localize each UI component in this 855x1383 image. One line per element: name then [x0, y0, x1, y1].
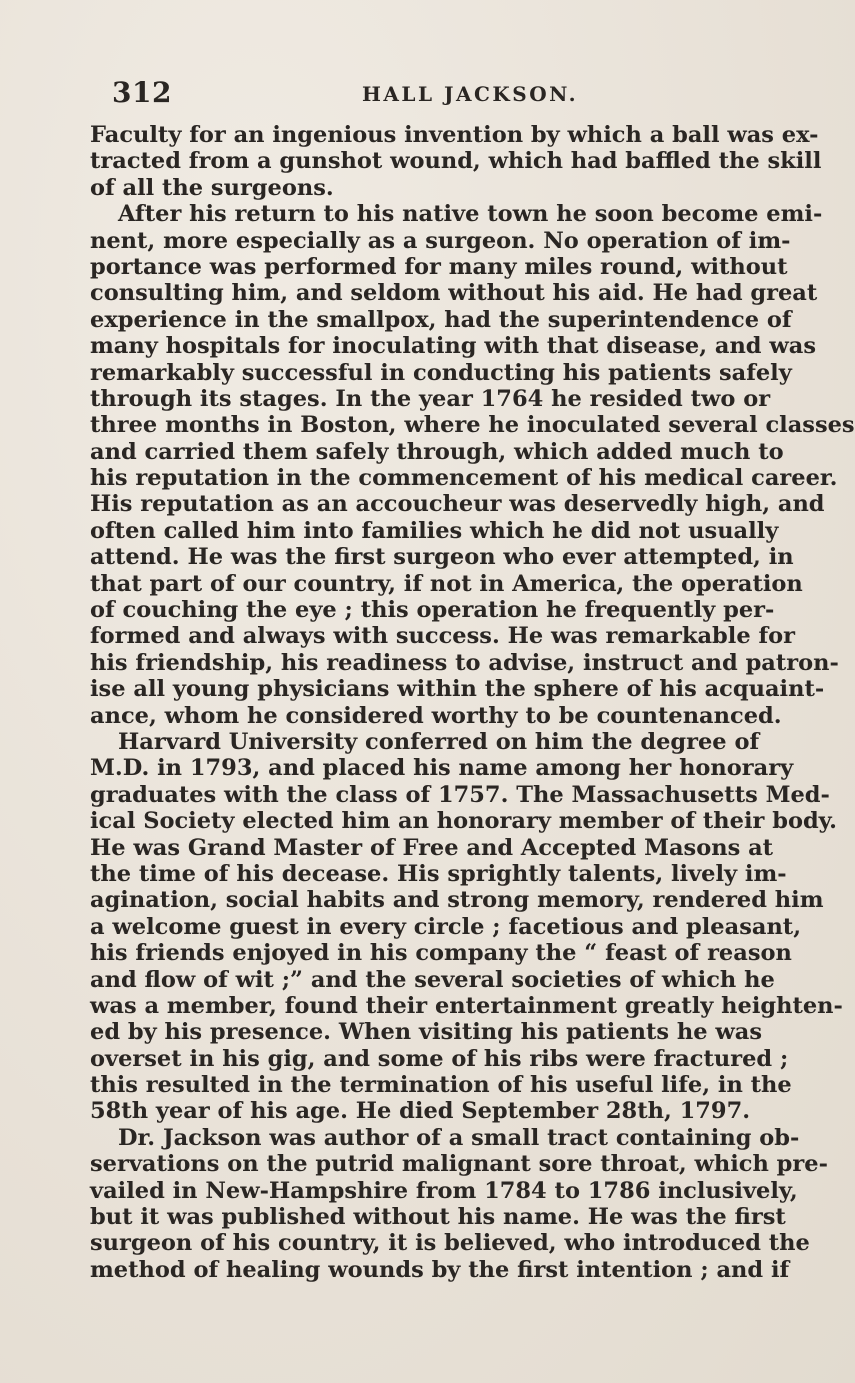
text-line: 58th year of his age. He died September 28th, 1797. — [90, 1098, 751, 1125]
text-line: his reputation in the commencement of his medical career. — [90, 465, 838, 492]
text-line: formed and always with success. He was remarkable for — [90, 623, 796, 650]
text-line: overset in his gig, and some of his ribs were fractured ; — [90, 1045, 789, 1072]
text-line: method of healing wounds by the first intention ; and if — [90, 1256, 790, 1283]
text-line: but it was published without his name. He was the first — [90, 1204, 786, 1231]
text-line: that part of our country, if not in America, the operation — [90, 570, 803, 597]
text-line: the time of his decease. His sprightly talents, lively im- — [90, 860, 787, 887]
text-line: was a member, found their entertainment greatly heighten- — [90, 992, 843, 1019]
text-line: a welcome guest in every circle ; facetious and pleasant, — [90, 913, 802, 940]
text-line: three months in Boston, where he inoculated several classes — [90, 412, 855, 439]
text-line: consulting him, and seldom without his aid. He had great — [90, 280, 818, 307]
text-line: tracted from a gunshot wound, which had baffled the skill — [90, 148, 822, 175]
text-line: portance was performed for many miles round, without — [90, 253, 788, 280]
text-line: remarkably successful in conducting his patients safely — [90, 359, 792, 386]
text-line: many hospitals for inoculating with that disease, and was — [90, 333, 816, 360]
text-line: his friendship, his readiness to advise, instruct and patron- — [90, 649, 839, 676]
text-line: He was Grand Master of Free and Accepted Masons at — [90, 834, 774, 861]
text-line: surgeon of his country, it is believed, who introduced the — [90, 1230, 810, 1257]
running-head — [112, 76, 736, 116]
text-line: M.D. in 1793, and placed his name among her honorary — [90, 755, 794, 782]
text-line: of couching the eye ; this operation he frequently per- — [90, 597, 775, 624]
text-line: servations on the putrid malignant sore throat, which pre- — [90, 1151, 828, 1178]
text-line: Harvard University conferred on him the degree of — [118, 728, 760, 755]
page-number: 312 — [112, 76, 172, 109]
text-line: and carried them safely through, which added much to — [90, 438, 784, 465]
text-line: ance, whom he considered worthy to be countenanced. — [90, 702, 782, 729]
text-line: Faculty for an ingenious invention by which a ball was ex- — [90, 122, 819, 148]
text-line: often called him into families which he did not usually — [90, 517, 779, 544]
text-line: vailed in New-Hampshire from 1784 to 1786 inclusively, — [90, 1177, 798, 1204]
text-line: ed by his presence. When visiting his patients he was — [90, 1019, 763, 1046]
text-line: attend. He was the first surgeon who ever attempted, in — [90, 544, 794, 571]
text-line: agination, social habits and strong memory, rendered him — [90, 887, 824, 914]
text-line: this resulted in the termination of his useful life, in the — [90, 1072, 792, 1099]
text-line: and flow of wit ;” and the several societies of which he — [90, 966, 775, 993]
text-line: Dr. Jackson was author of a small tract containing ob- — [118, 1124, 800, 1151]
text-line: His reputation as an accoucheur was deservedly high, and — [90, 491, 825, 518]
text-line: of all the surgeons. — [90, 174, 334, 201]
text-line: After his return to his native town he soon become emi- — [118, 201, 823, 228]
text-line: nent, more especially as a surgeon. No operation of im- — [90, 227, 791, 254]
text-line: his friends enjoyed in his company the “ feast of reason — [90, 940, 792, 967]
text-line: experience in the smallpox, had the superintendence of — [90, 306, 792, 333]
text-line: ical Society elected him an honorary member of their body. — [90, 808, 838, 835]
text-line: graduates with the class of 1757. The Massachusetts Med- — [90, 781, 830, 808]
text-line: ise all young physicians within the sphere of his acquaint- — [90, 676, 825, 703]
text-line: through its stages. In the year 1764 he resided two or — [90, 385, 771, 412]
running-title: HALL JACKSON. — [362, 82, 579, 106]
body-text — [90, 122, 855, 1283]
